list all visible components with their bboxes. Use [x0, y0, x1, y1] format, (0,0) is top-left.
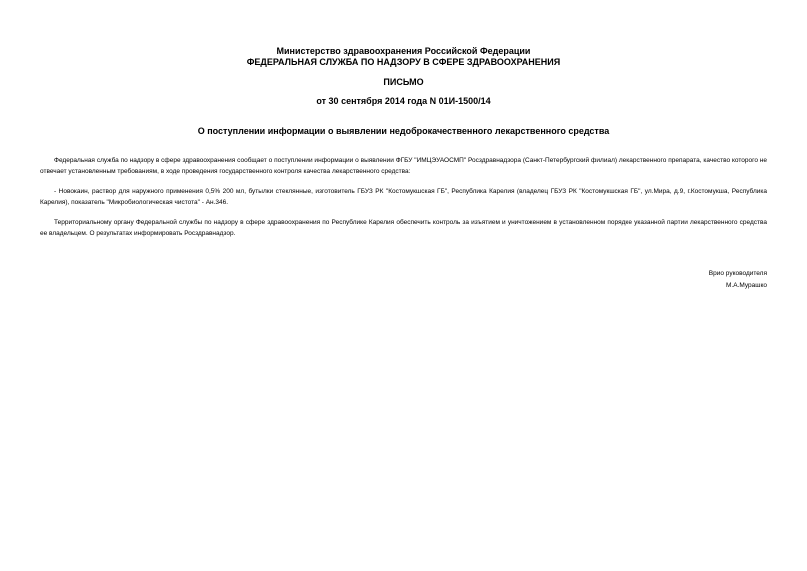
- signatory-name: М.А.Мурашко: [725, 282, 767, 289]
- document-type: ПИСЬМО: [383, 77, 424, 87]
- signatory-position: Врио руководителя: [708, 270, 767, 277]
- document-title: О поступлении информации о выявлении недоброкачественного лекарственного средства: [197, 126, 610, 136]
- paragraph-instruction: Территориальному органу Федеральной службы по надзору в сфере здравоохранения по Республике Карелия обеспечить контроль за изъятием и уничтожением в установленном порядке указанной партии лекарственного средства ее владельцем. О результатах информировать Росздравнадзор.: [40, 219, 767, 237]
- ministry-name: Министерство здравоохранения Российской Федерации: [276, 46, 531, 56]
- paragraph-drug-item: - Новокаин, раствор для наружного применения 0,5% 200 мл, бутылки стеклянные, изготовитель ГБУЗ РК "Костомукшская ГБ", Республика Карелия (владелец ГБУЗ РК "Костомукшская ГБ", ул.Мира, д.9, г.Костомукша, Республика Карелия), показатель "Микробиологическая чистота" - Ан.346.: [40, 188, 767, 206]
- document-date-number: от 30 сентября 2014 года N 01И-1500/14: [316, 96, 491, 106]
- service-name: ФЕДЕРАЛЬНАЯ СЛУЖБА ПО НАДЗОРУ В СФЕРЕ ЗДРАВООХРАНЕНИЯ: [246, 57, 561, 67]
- paragraph-intro: Федеральная служба по надзору в сфере здравоохранения сообщает о поступлении информации о выявлении ФГБУ "ИМЦЭУАОСМП" Росздравнадзора (Санкт-Петербургский филиал) лекарственного препарата, качество которого не отвечает установленным требованиям, в ходе проведения государственного контроля качества лекарственного средства:: [40, 157, 767, 175]
